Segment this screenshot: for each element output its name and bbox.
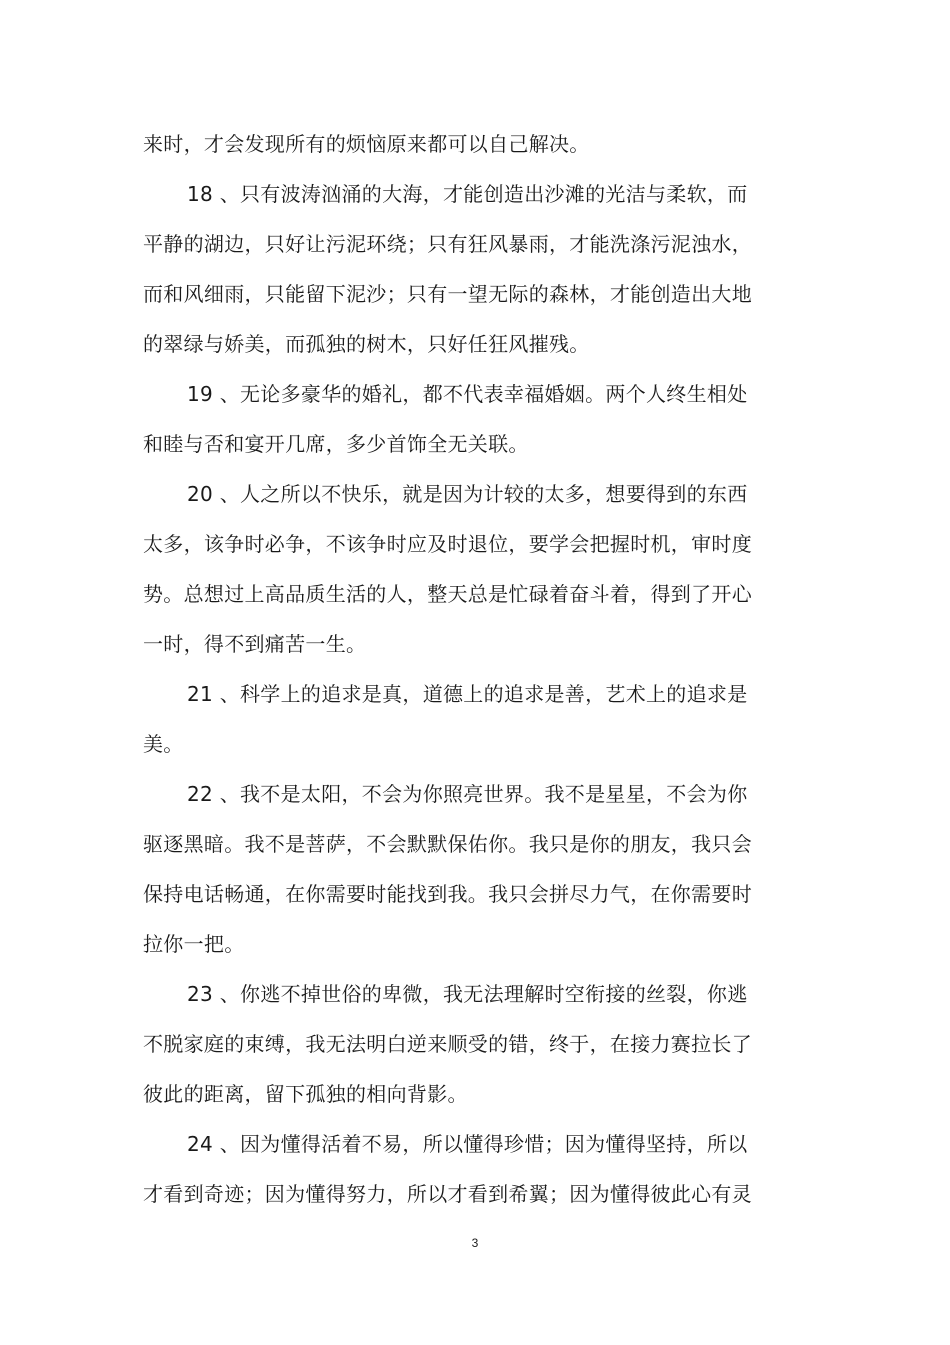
text-line: 拉你一把。 — [143, 932, 245, 956]
text-line: 保持电话畅通，在你需要时能找到我。我只会拼尽力气，在你需要时 — [143, 882, 752, 906]
text-line: 彼此的距离，留下孤独的相向背影。 — [143, 1082, 468, 1106]
text-line: 才看到奇迹；因为懂得努力，所以才看到希翼；因为懂得彼此心有灵 — [143, 1182, 752, 1206]
text-line: 不脱家庭的束缚，我无法明白逆来顺受的错，终于，在接力赛拉长了 — [143, 1032, 752, 1056]
paragraph-18-line: 18 、只有波涛汹涌的大海，才能创造出沙滩的光洁与柔软，而 — [187, 182, 748, 206]
text-line: 平静的湖边，只好让污泥环绕；只有狂风暴雨，才能洗涤污泥浊水， — [143, 232, 752, 256]
text-line: 和睦与否和宴开几席，多少首饰全无关联。 — [143, 432, 529, 456]
text-line: 太多，该争时必争，不该争时应及时退位，要学会把握时机，审时度 — [143, 532, 752, 556]
text-line: 驱逐黑暗。我不是菩萨，不会默默保佑你。我只是你的朋友，我只会 — [143, 832, 752, 856]
paragraph-23-line: 23 、你逃不掉世俗的卑微，我无法理解时空衔接的丝裂，你逃 — [187, 982, 748, 1006]
paragraph-20-line: 20 、人之所以不快乐，就是因为计较的太多，想要得到的东西 — [187, 482, 748, 506]
text-line: 一时，得不到痛苦一生。 — [143, 632, 367, 656]
paragraph-22-line: 22 、我不是太阳，不会为你照亮世界。我不是星星，不会为你 — [187, 782, 748, 806]
text-line: 的翠绿与娇美，而孤独的树木，只好任狂风摧残。 — [143, 332, 590, 356]
paragraph-24-line: 24 、因为懂得活着不易，所以懂得珍惜；因为懂得坚持，所以 — [187, 1132, 748, 1156]
text-line: 而和风细雨，只能留下泥沙；只有一望无际的森林，才能创造出大地 — [143, 282, 752, 306]
text-line: 来时，才会发现所有的烦恼原来都可以自己解决。 — [143, 132, 590, 156]
text-line: 势。总想过上高品质生活的人，整天总是忙碌着奋斗着，得到了开心 — [143, 582, 752, 606]
paragraph-19-line: 19 、无论多豪华的婚礼，都不代表幸福婚姻。两个人终生相处 — [187, 382, 748, 406]
page-number: 3 — [471, 1236, 479, 1250]
text-line: 美。 — [143, 732, 184, 756]
paragraph-21-line: 21 、科学上的追求是真，道德上的追求是善，艺术上的追求是 — [187, 682, 748, 706]
